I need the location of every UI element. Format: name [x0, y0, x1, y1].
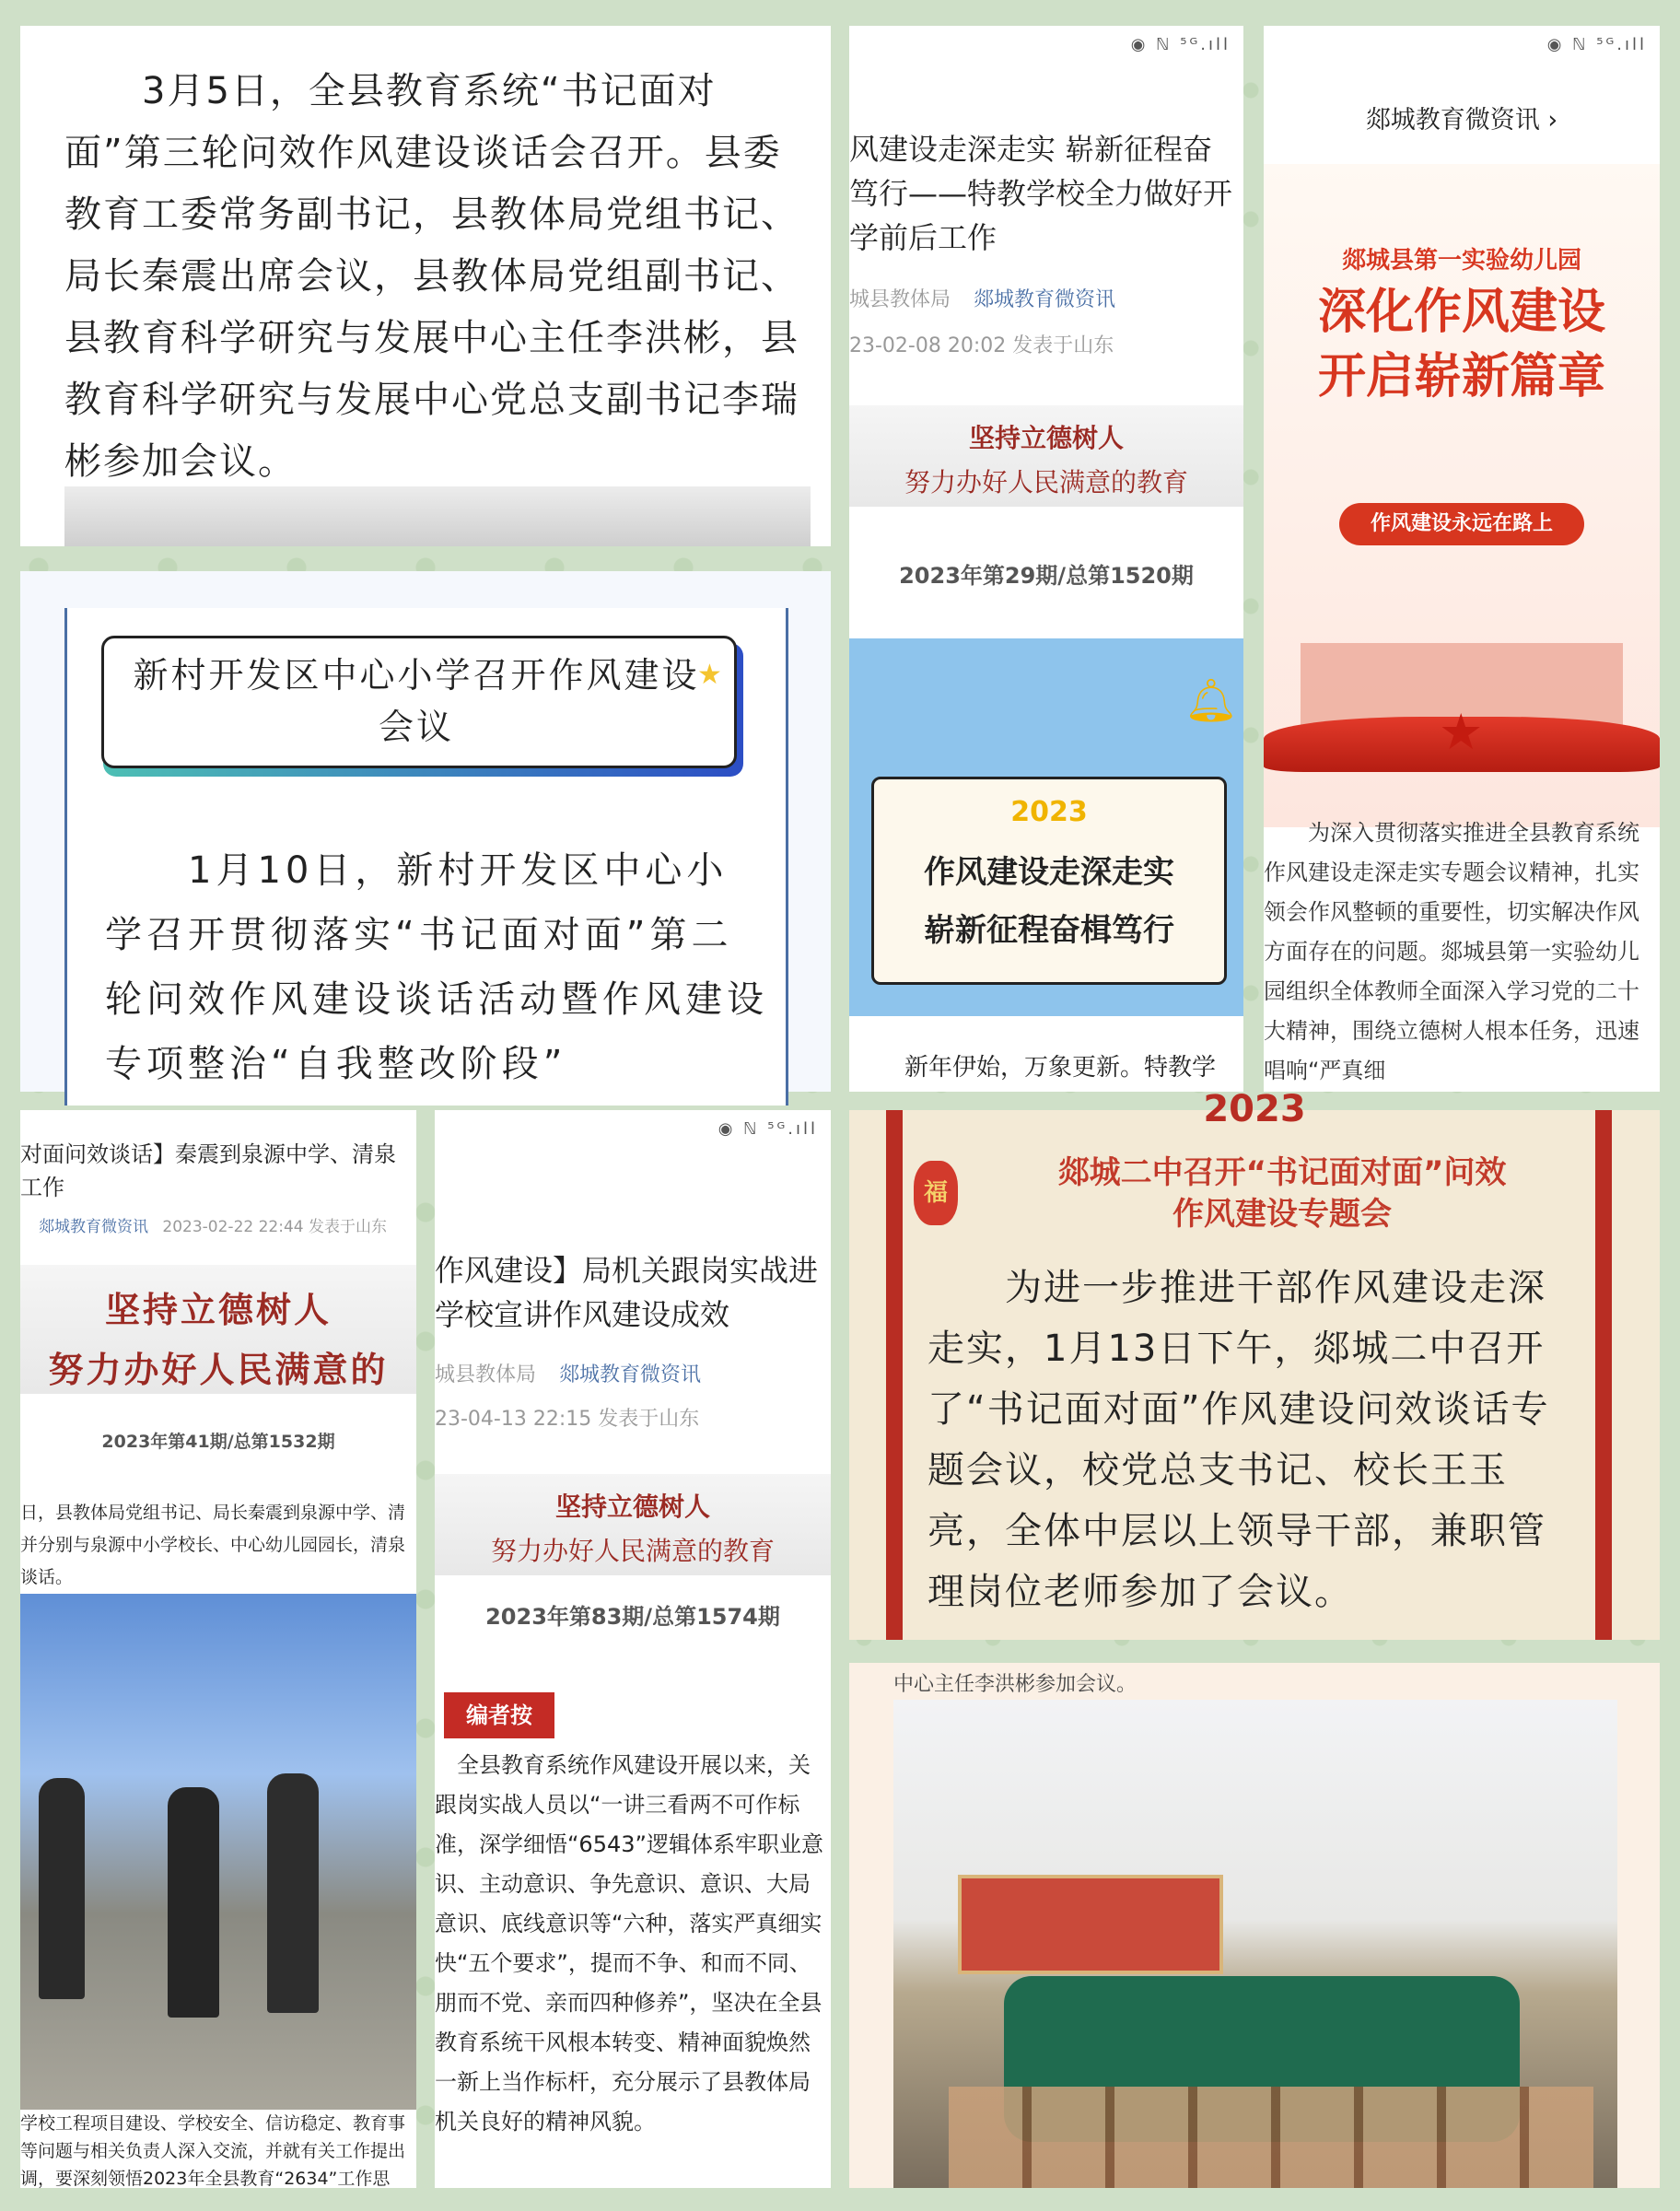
slogan-banner [435, 1474, 831, 1575]
banner-line-2: 努力办好人民满意的教育 [490, 1536, 775, 1566]
article-photo [20, 1594, 416, 2110]
article-title-1: 郯城二中召开“书记面对面”问效 [1057, 1154, 1507, 1191]
person-figure [267, 1773, 319, 2013]
poster-title-1: 深化作风建设 [1317, 285, 1605, 340]
panel-bureau [435, 1110, 831, 2188]
issue-number: 2023年第29期/总第1520期 [899, 563, 1194, 589]
star-icon: ★ [1439, 703, 1484, 761]
meta-source: 城县教体局 [849, 288, 951, 311]
article-meta [849, 284, 1115, 312]
meta-time: 23-02-08 20:02 发表于山东 [849, 334, 1114, 357]
panel-kindergarten [1264, 26, 1660, 1092]
article-text: 日，县教体局党组书记、局长秦震到泉源中学、清并分别与泉源中小学校长、中心幼儿园园长，清泉谈话。 [20, 1503, 406, 1587]
poster [1264, 164, 1660, 827]
status-bar: ◉ ℕ ⁵ᴳ.ıll [1130, 35, 1231, 54]
meta-account[interactable]: 郯城教育微资讯 [39, 1218, 148, 1236]
photo-caption: 中心主任李洪彬参加会议。 [893, 1673, 1138, 1696]
poster-title-2: 开启崭新篇章 [1317, 349, 1605, 404]
article-text: 1月10日，新村开发区中心小学召开贯彻落实“书记面对面”第二轮问效作风建设谈话活动暨作风建设专项整治“自我整改阶段” [105, 849, 768, 1085]
panel-special-school [849, 26, 1243, 1092]
banner-line-1: 坚持立德树人 [554, 1492, 710, 1522]
slogan-banner [849, 405, 1243, 507]
article-title: 新村开发区中心小学召开作风建设会议 [133, 655, 700, 747]
poster-line-2: 崭新征程奋楫笃行 [924, 912, 1174, 949]
bell-icon: 🔔︎ [1184, 675, 1238, 725]
panel-no2-middle-school [849, 1088, 1660, 1640]
poster-pill: 作风建设永远在路上 [1339, 503, 1584, 545]
person-figure [168, 1787, 219, 2018]
article-title-2: 作风建设专题会 [1172, 1196, 1392, 1233]
article-text: 3月5日，全县教育系统“书记面对面”第三轮问效作风建设谈话会召开。县委教育工委常务副书记，县教体局党组书记、局长秦震出席会议，县教体局党组副书记、县教育科学研究与发展中心主任李洪彬，县教育科学研究与发展中心党总支副书记李瑞彬参加会议。 [64, 70, 799, 483]
star-icon: ★ [697, 659, 722, 691]
panel-quanyuan [20, 1110, 416, 2188]
account-link[interactable]: 郯城教育微资讯 › [1365, 106, 1558, 135]
meta-account[interactable]: 郯城教育微资讯 [559, 1363, 702, 1386]
person-figure [39, 1778, 85, 1999]
poster-line-1: 作风建设走深走实 [924, 854, 1174, 891]
article-intro: 新年伊始，万象更新。特教学 [904, 1054, 1217, 1082]
article-meta [435, 1359, 701, 1387]
status-bar: ◉ ℕ ⁵ᴳ.ıll [718, 1119, 818, 1139]
lantern-icon: 福 [914, 1161, 958, 1225]
article-headline: 作风建设】局机关跟岗实战进学校宣讲作风建设成效 [435, 1253, 819, 1332]
banner-line-1: 坚持立德树人 [104, 1289, 332, 1330]
article-photo [64, 486, 811, 546]
editor-note-tag: 编者按 [444, 1692, 554, 1738]
banner-line-2: 努力办好人民满意的 [48, 1349, 389, 1390]
status-bar: ◉ ℕ ⁵ᴳ.ıll [1546, 35, 1647, 54]
meta-source: 城县教体局 [435, 1363, 537, 1386]
poster-board [871, 777, 1227, 985]
panel-meeting-photo [849, 1663, 1660, 2188]
poster-year: 2023 [1010, 796, 1088, 828]
article-text-bottom: 学校工程项目建设、学校安全、信访稳定、教育事等问题与相关负责人深入交流，并就有关工作提出调，要深刻领悟2023年全县教育“2634”工作思 [20, 2113, 406, 2189]
article-meta [39, 1213, 387, 1236]
panel-xincun-school [20, 571, 831, 1092]
meeting-photo [893, 1700, 1617, 2188]
article-text: 为进一步推进干部作风建设走深走实，1月13日下午，郯城二中召开了“书记面对面”作风建设问效谈话专题会议，校党总支书记、校长王玉亮，全体中层以上领导干部，兼职管理岗位老师参加了会议。 [928, 1267, 1550, 1613]
poster-school: 郯城县第一实验幼儿园 [1341, 247, 1581, 275]
issue-number: 2023年第41期/总第1532期 [101, 1432, 335, 1452]
meta-time: 2023-02-22 22:44 发表于山东 [162, 1218, 388, 1236]
slogan-banner [20, 1265, 416, 1394]
issue-number: 2023年第83期/总第1574期 [485, 1604, 780, 1630]
article-text: 为深入贯彻落实推进全县教育系统作风建设走深走实专题会议精神，扎实领会作风整顿的重要性，切实解决作风方面存在的问题。郯城县第一实验幼儿园组织全体教师全面深入学习党的二十大精神，围绕立德树人根本任务，迅速唱响“严真细 [1264, 820, 1639, 1083]
panel-county-meeting [20, 26, 831, 546]
poster [849, 638, 1243, 1016]
frame-left [886, 1110, 903, 1640]
wall-poster [958, 1875, 1223, 1974]
header-year: 2023 [1203, 1088, 1306, 1130]
article-headline: 对面问效谈话】秦震到泉源中学、清泉工作 [20, 1141, 396, 1200]
meta-time: 23-04-13 22:15 发表于山东 [435, 1408, 700, 1431]
meta-account[interactable]: 郯城教育微资讯 [974, 288, 1116, 311]
article-headline: 风建设走深走实 崭新征程奋笃行——特教学校全力做好开学前后工作 [849, 132, 1233, 255]
chairs-row [949, 2087, 1593, 2188]
banner-line-2: 努力办好人民满意的教育 [904, 467, 1188, 497]
article-text: 全县教育系统作风建设开展以来，关跟岗实战人员以“一讲三看两不可作标准，深学细悟“6543”逻辑体系牢职业意识、主动意识、争先意识、意识、大局意识、底线意识等“六种，落实严真细实快“五个要求”，提而不争、和而不同、朋而不党、亲而四种修养”，坚决在全县教育系统干风根本转变、精神面貌焕然一新上当作标杆，充分展示了县教体局机关良好的精神风貌。 [435, 1752, 823, 2135]
banner-line-1: 坚持立德树人 [968, 423, 1124, 453]
